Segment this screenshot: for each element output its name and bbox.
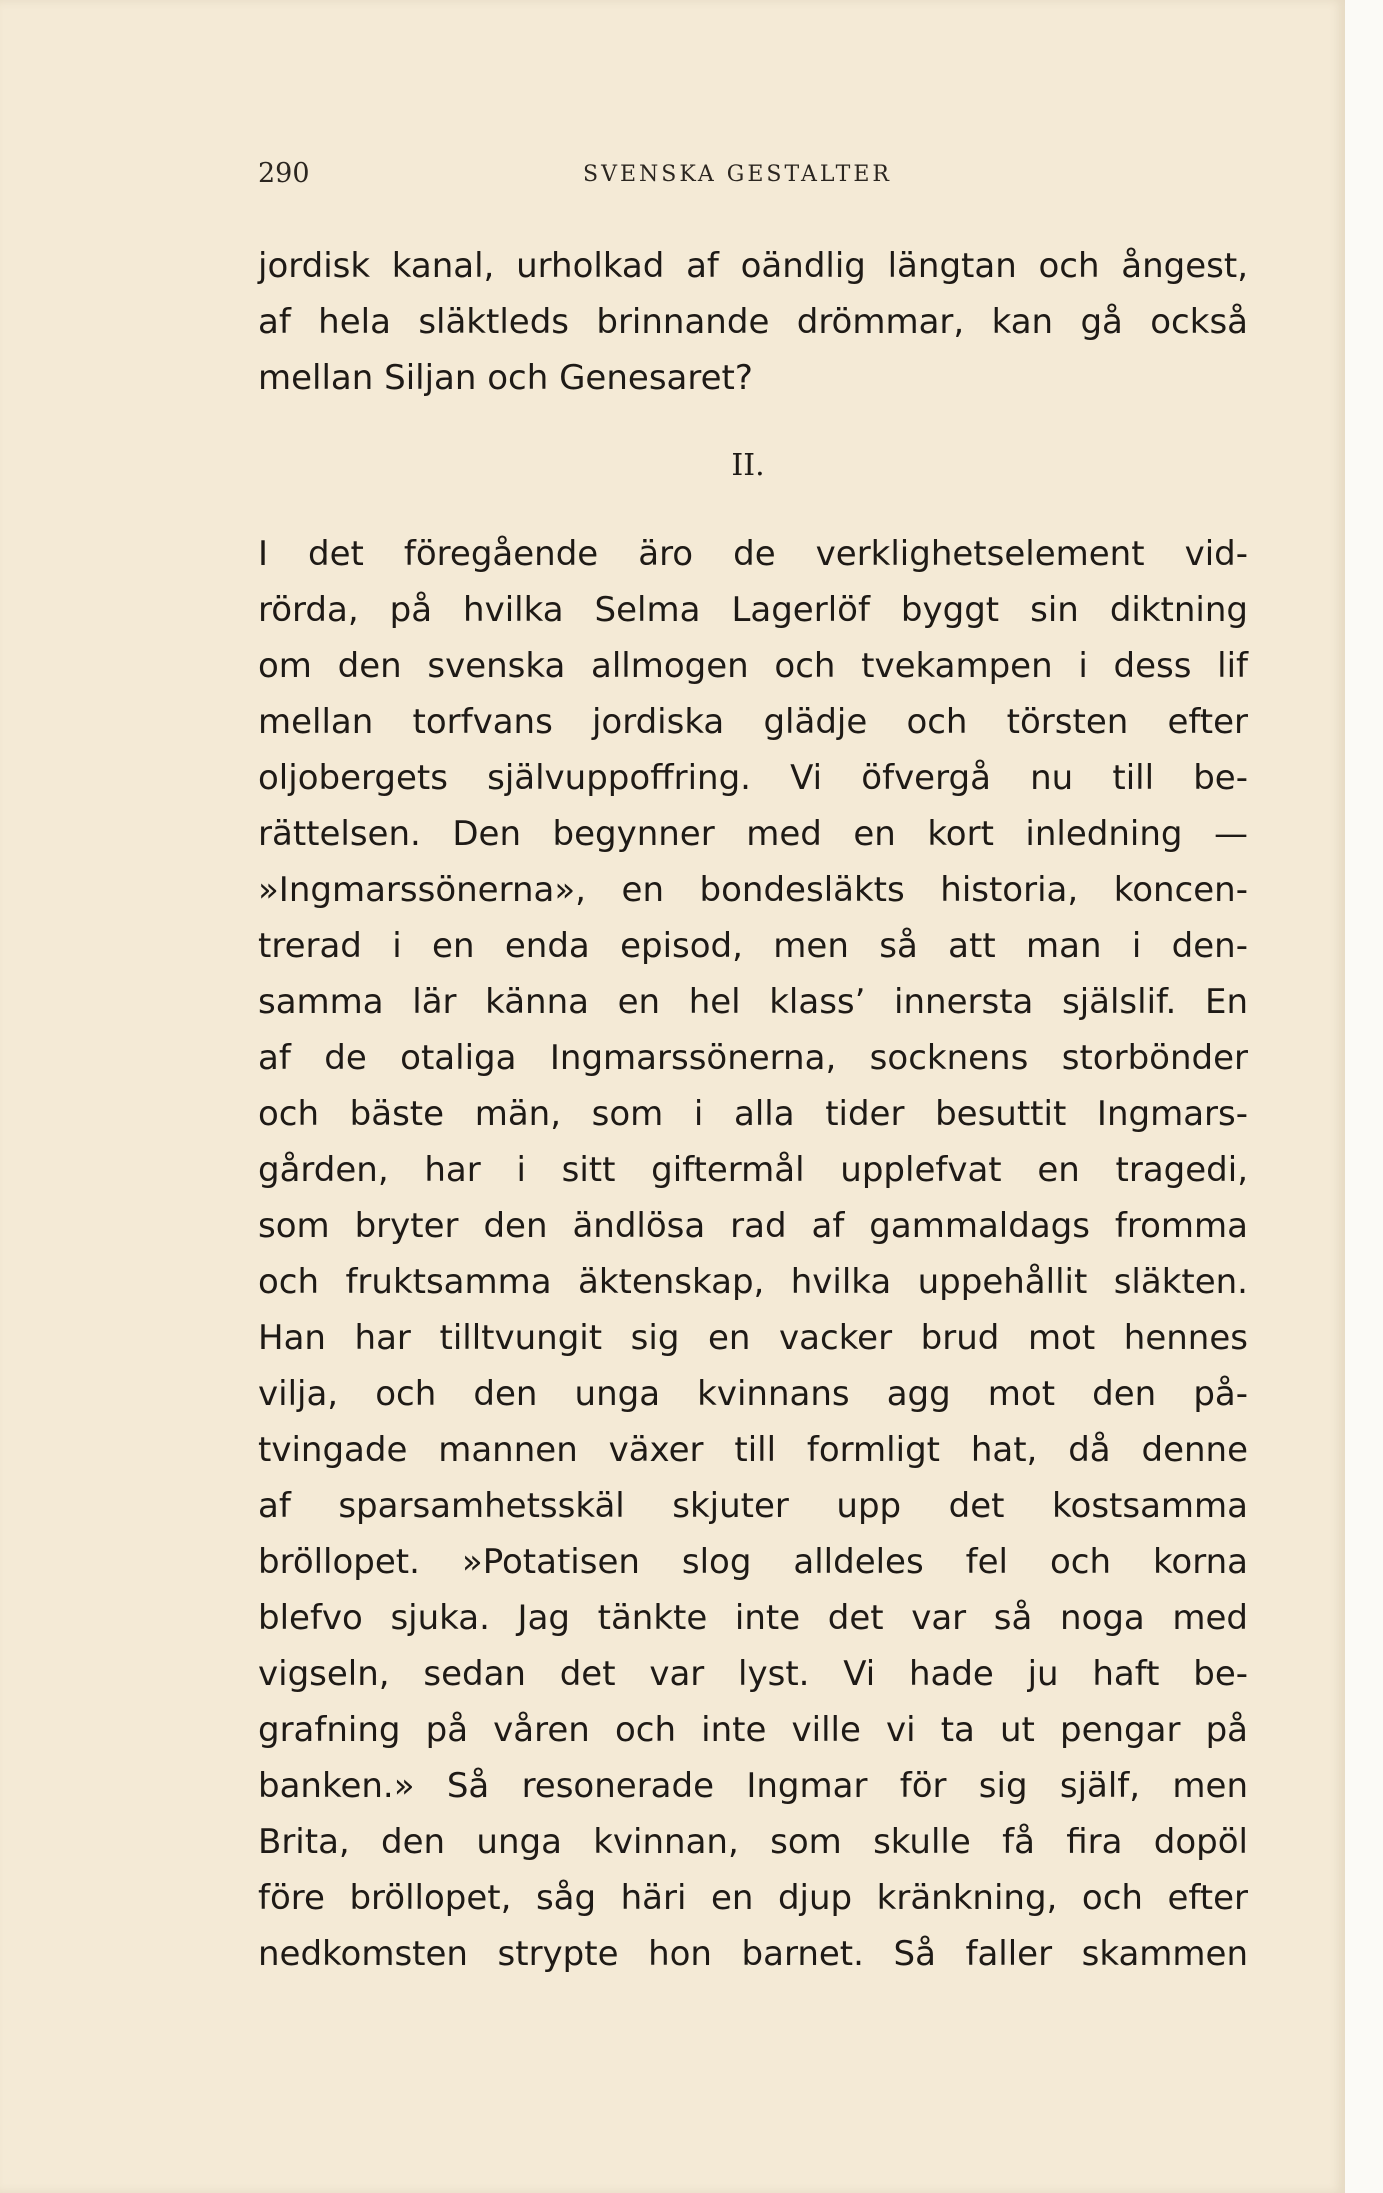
text-line: gården, har i sitt giftermål upplefvat en tragedi, bbox=[258, 1150, 1248, 1190]
paragraph-2 bbox=[258, 526, 1248, 1982]
text-line: jordisk kanal, urholkad af oändlig längtan och ångest, bbox=[258, 246, 1248, 286]
section-number: II. bbox=[731, 448, 765, 483]
text-line: som bryter den ändlösa rad af gammaldags fromma bbox=[258, 1206, 1248, 1246]
text-line: mellan torfvans jordiska glädje och törsten efter bbox=[258, 702, 1248, 742]
text-line: vilja, och den unga kvinnans agg mot den på- bbox=[258, 1374, 1248, 1414]
text-line: och fruktsamma äktenskap, hvilka uppehållit släkten. bbox=[258, 1262, 1248, 1302]
text-line: af sparsamhetsskäl skjuter upp det kostsamma bbox=[258, 1486, 1248, 1526]
text-line: rörda, på hvilka Selma Lagerlöf byggt sin diktning bbox=[258, 590, 1248, 630]
text-line: före bröllopet, såg häri en djup kränkning, och efter bbox=[258, 1878, 1248, 1918]
section-heading bbox=[258, 406, 1248, 526]
body-text bbox=[258, 238, 1248, 1982]
page-number: 290 bbox=[258, 158, 310, 189]
page-header bbox=[258, 158, 1258, 198]
text-line: om den svenska allmogen och tvekampen i dess lif bbox=[258, 646, 1248, 686]
text-line: af de otaliga Ingmarssönerna, socknens storbönder bbox=[258, 1038, 1248, 1078]
scan-margin bbox=[1345, 0, 1383, 2193]
text-line: bröllopet. »Potatisen slog alldeles fel och korna bbox=[258, 1542, 1248, 1582]
text-line: samma lär känna en hel klass’ innersta själslif. En bbox=[258, 982, 1248, 1022]
text-line: Han har tilltvungit sig en vacker brud mot hennes bbox=[258, 1318, 1248, 1358]
text-line: oljobergets självuppoffring. Vi öfvergå nu till be- bbox=[258, 758, 1248, 798]
text-line: vigseln, sedan det var lyst. Vi hade ju haft be- bbox=[258, 1654, 1248, 1694]
text-line: Brita, den unga kvinnan, som skulle få fira dopöl bbox=[258, 1822, 1248, 1862]
text-line: tvingade mannen växer till formligt hat, då denne bbox=[258, 1430, 1248, 1470]
text-line: banken.» Så resonerade Ingmar för sig själf, men bbox=[258, 1766, 1248, 1806]
text-line: och bäste män, som i alla tider besuttit Ingmars- bbox=[258, 1094, 1248, 1134]
text-line: I det föregående äro de verklighetselement vid- bbox=[258, 534, 1248, 574]
text-line: trerad i en enda episod, men så att man i den- bbox=[258, 926, 1248, 966]
text-line: »Ingmarssönerna», en bondesläkts historia, koncen- bbox=[258, 870, 1248, 910]
running-head: SVENSKA GESTALTER bbox=[583, 162, 892, 187]
paragraph-1 bbox=[258, 238, 1248, 406]
text-line: rättelsen. Den begynner med en kort inledning — bbox=[258, 814, 1248, 854]
text-line: nedkomsten strypte hon barnet. Så faller skammen bbox=[258, 1934, 1248, 1974]
text-line: mellan Siljan och Genesaret? bbox=[258, 358, 753, 398]
text-line: grafning på våren och inte ville vi ta ut pengar på bbox=[258, 1710, 1248, 1750]
text-line: af hela släktleds brinnande drömmar, kan gå också bbox=[258, 302, 1248, 342]
text-line: blefvo sjuka. Jag tänkte inte det var så noga med bbox=[258, 1598, 1248, 1638]
